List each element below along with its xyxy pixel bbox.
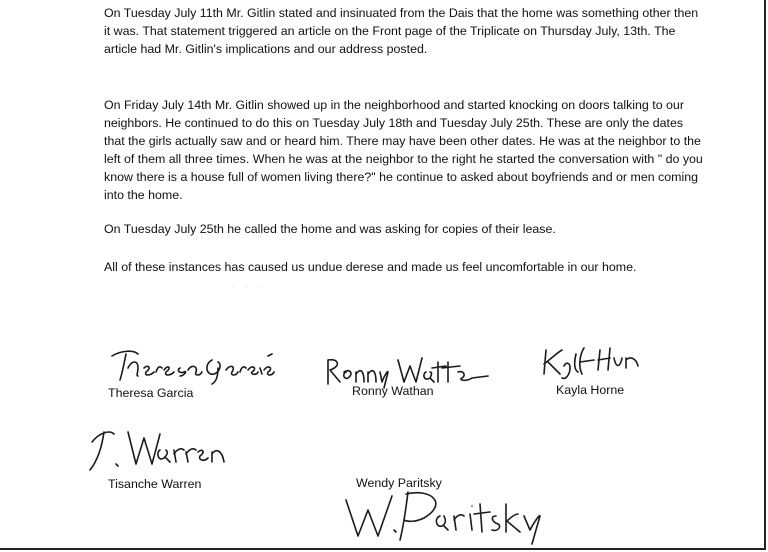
scan-speckle: · · · <box>232 282 265 291</box>
signature-tisanche-warren <box>80 424 250 476</box>
printed-name-tisanche-warren: Tisanche Warren <box>108 477 202 491</box>
printed-name-ronny-wathan: Ronny Wathan <box>352 384 434 398</box>
printed-name-wendy-paritsky: Wendy Paritsky <box>356 476 442 490</box>
printed-name-kayla-horne: Kayla Horne <box>556 383 625 397</box>
printed-name-theresa-garcia: Theresa Garcia <box>108 386 194 400</box>
paragraph-phone-call: On Tuesday July 25th he called the home and was asking for copies of their lease. <box>104 222 556 236</box>
signature-theresa-garcia <box>108 346 278 386</box>
paragraph-gitlin-dais: On Tuesday July 11th Mr. Gitlin stated and insinuated from the Dais that the home was something other then it was. That statement triggered an article on the Front page of the Triplicate on Thursday July, 13th. The article had Mr. Gitlin's implications and our address posted. <box>104 6 699 56</box>
signature-kayla-horne <box>540 344 670 384</box>
paragraph-neighborhood-visits: On Friday July 14th Mr. Gitlin showed up in the neighborhood and started knocking on doors talking to our neighbors. He continued to do this on Tuesday July 18th and Tuesday July 25th. These are only the dates that the girls actually saw and or heard him. There may have been other dates. He was at the neighbor to the left of them all three times. When he was at the neighbor to the right he started the conversation with " do you know there is a house full of women living there?" he continue to asked about boyfriends and or men coming into the home. <box>104 98 703 202</box>
signature-wendy-paritsky <box>336 486 556 546</box>
paragraph-conclusion: All of these instances has caused us undue derese and made us feel uncomfortable in our home. <box>104 260 637 274</box>
